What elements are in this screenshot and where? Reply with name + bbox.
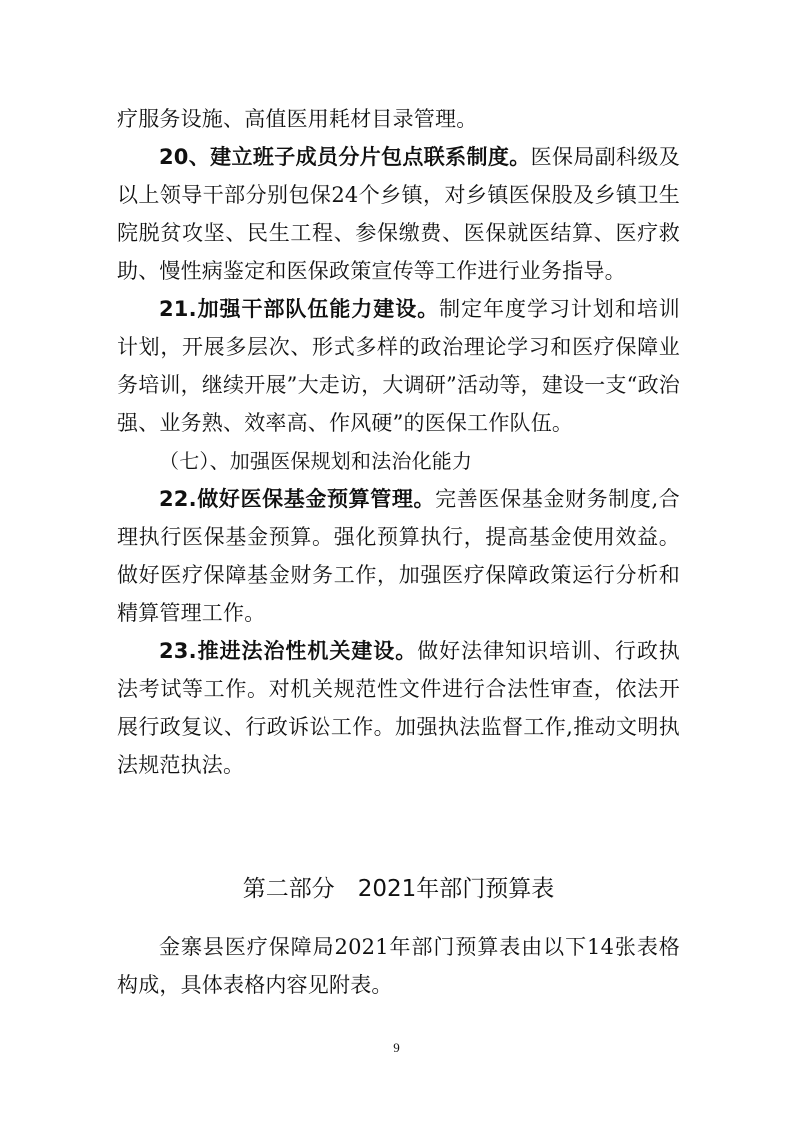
item-20-heading: 20、建立班子成员分片包点联系制度。 <box>159 145 531 169</box>
item-22-text: 完善医保基金财务制度,合理执行医保基金预算。强化预算执行，提高基金使用效益。做好医疗保障基金财务工作，加强医疗保障政策运行分析和精算管理工作。 <box>117 487 680 625</box>
item-20-paragraph <box>117 138 680 290</box>
item-20-text: 医保局副科级及以上领导干部分别包保24个乡镇，对乡镇医保股及乡镇卫生院脱贫攻坚、民生工程、参保缴费、医保就医结算、医疗救助、慢性病鉴定和医保政策宣传等工作进行业务指导。 <box>117 145 680 283</box>
part-title: 第二部分 2021年部门预算表 <box>242 876 555 902</box>
item-23-heading: 23.推进法治性机关建设。 <box>159 639 418 663</box>
section-heading: （七）、加强医保规划和法治化能力 <box>159 449 473 473</box>
part-intro-paragraph: 金寨县医疗保障局2021年部门预算表由以下14张表格构成，具体表格内容见附表。 <box>117 935 680 997</box>
item-21-heading: 21.加强干部队伍能力建设。 <box>159 297 440 321</box>
document-body <box>117 100 680 784</box>
item-22-paragraph <box>117 480 680 632</box>
continuation-paragraph: 疗服务设施、高值医用耗材目录管理。 <box>117 107 478 131</box>
item-21-paragraph <box>117 290 680 442</box>
item-22-heading: 22.做好医保基金预算管理。 <box>159 487 436 511</box>
item-21-text: 制定年度学习计划和培训计划，开展多层次、形式多样的政治理论学习和医疗保障业务培训，继续开展”大走访，大调研”活动等，建设一支“政治强、业务熟、效率高、作风硬”的医保工作队伍。 <box>117 297 680 435</box>
item-23-paragraph <box>117 632 680 784</box>
item-23-text: 做好法律知识培训、行政执法考试等工作。对机关规范性文件进行合法性审查，依法开展行政复议、行政诉讼工作。加强执法监督工作,推动文明执法规范执法。 <box>117 639 680 777</box>
part-intro-block <box>117 928 680 1004</box>
page-number: 9 <box>393 1040 400 1055</box>
